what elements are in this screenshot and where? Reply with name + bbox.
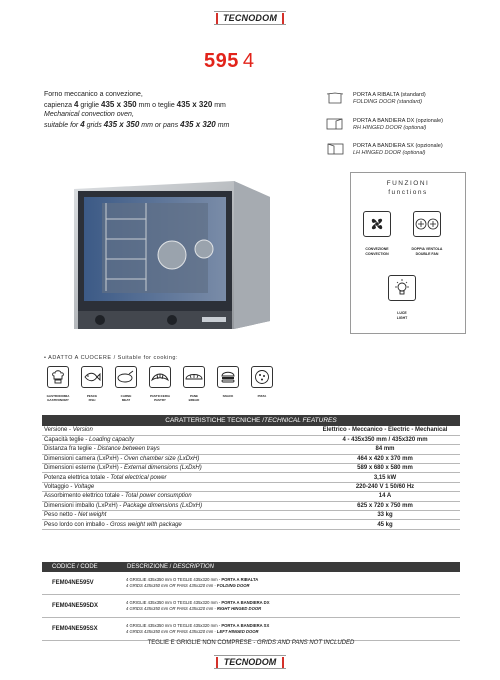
spec-label: Assorbimento elettrico totale - Total power consumption <box>42 492 310 501</box>
door-option-rh <box>326 118 466 136</box>
desc-line-4: suitable for 4 grids 435 x 350 mm or pans 435 x 320 mm <box>44 119 230 129</box>
door-option-rh-en: RH HINGED DOOR (optional) <box>353 125 427 131</box>
croissant-icon <box>149 366 171 388</box>
model-number-main: 595 <box>204 50 239 72</box>
door-option-lh-en: LH HINGED DOOR (optional) <box>353 150 426 156</box>
spec-row <box>42 520 460 529</box>
right-hinged-door-icon <box>326 118 344 130</box>
codes-head-desc: DESCRIZIONE / DESCRIPTION <box>127 564 215 570</box>
functions-title <box>351 179 465 197</box>
spec-value: 589 x 680 x 580 mm <box>310 464 460 473</box>
spec-label: Versione - Version <box>42 426 310 435</box>
food-label-snack: SNACK <box>222 394 234 398</box>
spec-value: 14 A <box>310 492 460 501</box>
spec-row <box>42 445 460 454</box>
function-convection-label: CONVEZIONE CONVECTION <box>365 247 389 256</box>
burger-icon <box>217 366 239 388</box>
spec-row <box>42 492 460 501</box>
suitable-label: • ADATTO A CUOCERE / Suitable for cooking: <box>44 355 178 361</box>
function-double-fan-label: DOPPIA VENTOLA DOUBLE FAN <box>411 247 443 256</box>
spec-label: Dimensioni imballo (LxPxH) - Package dimensions (LxDxH) <box>42 501 310 510</box>
desc-line-1: Forno meccanico a convezione, <box>44 91 143 98</box>
desc-line-2: capienza 4 griglie 435 x 350 mm o teglie 435 x 320 mm <box>44 99 226 109</box>
spec-value: 3,15 kW <box>310 473 460 482</box>
spec-label: Dimensioni esterne (LxPxH) - External dimensions (LxDxH) <box>42 464 310 473</box>
spec-label: Distanza fra teglie - Distance between trays <box>42 445 310 454</box>
folding-door-icon <box>326 92 344 104</box>
tech-title-en: TECHNICAL FEATURES <box>264 417 337 424</box>
footer-brand-name: TECNODOM <box>223 657 277 667</box>
spec-row <box>42 454 460 463</box>
spec-label: Peso lordo con imballo - Gross weight with package <box>42 520 310 529</box>
technical-features-header <box>42 415 460 426</box>
brand-name: TECNODOM <box>222 13 278 23</box>
pizza-icon <box>251 366 273 388</box>
meat-icon <box>115 366 137 388</box>
functions-title-en: functions <box>388 189 428 196</box>
technical-features-table <box>42 426 460 530</box>
spec-row <box>42 473 460 482</box>
bread-icon <box>183 366 205 388</box>
spec-label: Peso netto - Net weight <box>42 511 310 520</box>
spec-row <box>42 426 460 435</box>
not-included-note: TEGLIE E GRIGLIE NON COMPRESE - GRIDS AND PANS NOT INCLUDED <box>147 640 355 646</box>
oven-image <box>72 179 272 334</box>
spec-label: Voltaggio - Voltage <box>42 482 310 491</box>
light-bulb-icon <box>388 275 416 301</box>
spec-row <box>42 511 460 520</box>
food-label-fish: PESCE FISH <box>86 394 98 402</box>
spec-label: Capacità teglie - Loading capacity <box>42 435 310 444</box>
code-description: 4 GRIGLIE 435x350 mm O TEGLIE 435x320 mm - PORTA A BANDIERA DX 4 GRIDS 435x350 mm OR PANS 435x320 mm - RIGHT HINGED DOOR <box>126 600 270 611</box>
door-option-lh-it: PORTA A BANDIERA SX (opzionale) <box>353 143 443 149</box>
spec-value: Elettrico - Meccanico - Electric - Mechanical <box>310 426 460 435</box>
spec-value: 220-240 V 1 50/60 Hz <box>310 482 460 491</box>
code-row <box>42 595 460 618</box>
spec-label: Dimensioni camera (LxPxH) - Oven chamber size (LxDxH) <box>42 454 310 463</box>
code-description: 4 GRIGLIE 435x350 mm O TEGLIE 435x320 mm - PORTA A BANDIERA SX 4 GRIDS 435x350 mm OR PANS 435x320 mm - LEFT HINGED DOOR <box>126 623 270 634</box>
food-label-bread: PANE BREAD <box>188 394 200 402</box>
door-option-folding-it: PORTA A RIBALTA (standard) <box>353 92 426 98</box>
door-option-rh-it: PORTA A BANDIERA DX (opzionale) <box>353 118 443 124</box>
spec-value: 464 x 420 x 370 mm <box>310 454 460 463</box>
desc-line-3: Mechanical convection oven, <box>44 111 134 118</box>
brand-logo <box>214 11 286 25</box>
left-hinged-door-icon <box>326 143 344 155</box>
product-code: FEM04NE595DX <box>52 603 99 609</box>
product-code: FEM04NE595SX <box>52 626 98 632</box>
code-description: 4 GRIGLIE 435x350 mm O TEGLIE 435x320 mm - PORTA A RIBALTA 4 GRIDS 435x350 mm OR PANS 435x320 mm - FOLDING DOOR <box>126 577 259 588</box>
fan-icon <box>363 211 391 237</box>
code-row <box>42 572 460 595</box>
spec-value: 33 kg <box>310 511 460 520</box>
double-fan-icon <box>413 211 441 237</box>
codes-head-code: CODICE / CODE <box>52 564 98 570</box>
spec-value: 84 mm <box>310 445 460 454</box>
functions-panel <box>350 172 466 334</box>
model-number <box>204 50 255 73</box>
codes-header <box>42 562 460 572</box>
footer-brand-logo <box>214 655 286 669</box>
spec-row <box>42 482 460 491</box>
food-label-meat: CARNE MEAT <box>120 394 132 402</box>
food-label-pizza: PIZZA <box>257 394 267 398</box>
door-option-folding-en: FOLDING DOOR (standard) <box>353 99 423 105</box>
spec-value: 45 kg <box>310 520 460 529</box>
product-code: FEM04NE595V <box>52 580 94 586</box>
door-option-folding <box>326 92 466 110</box>
spec-value: 625 x 720 x 750 mm <box>310 501 460 510</box>
spec-row <box>42 501 460 510</box>
food-label-pastry: PASTICCERIA PASTRY <box>149 394 171 402</box>
food-label-gastronomy: GASTRONOMIA GASTRONOMY <box>46 394 70 402</box>
spec-row <box>42 435 460 444</box>
model-number-suffix: 4 <box>242 50 255 72</box>
spec-label: Potenza elettrica totale - Total electrical power <box>42 473 310 482</box>
code-row <box>42 618 460 641</box>
chef-icon <box>47 366 69 388</box>
function-light-label: LUCE LIGHT <box>396 311 408 320</box>
door-option-lh <box>326 143 466 161</box>
spec-value: 4 - 435x350 mm / 435x320 mm <box>310 435 460 444</box>
product-description <box>44 90 314 130</box>
tech-title-it: CARATTERISTICHE TECNICHE / <box>165 417 264 424</box>
spec-row <box>42 464 460 473</box>
functions-title-it: FUNZIONI <box>386 180 430 187</box>
fish-icon <box>81 366 103 388</box>
